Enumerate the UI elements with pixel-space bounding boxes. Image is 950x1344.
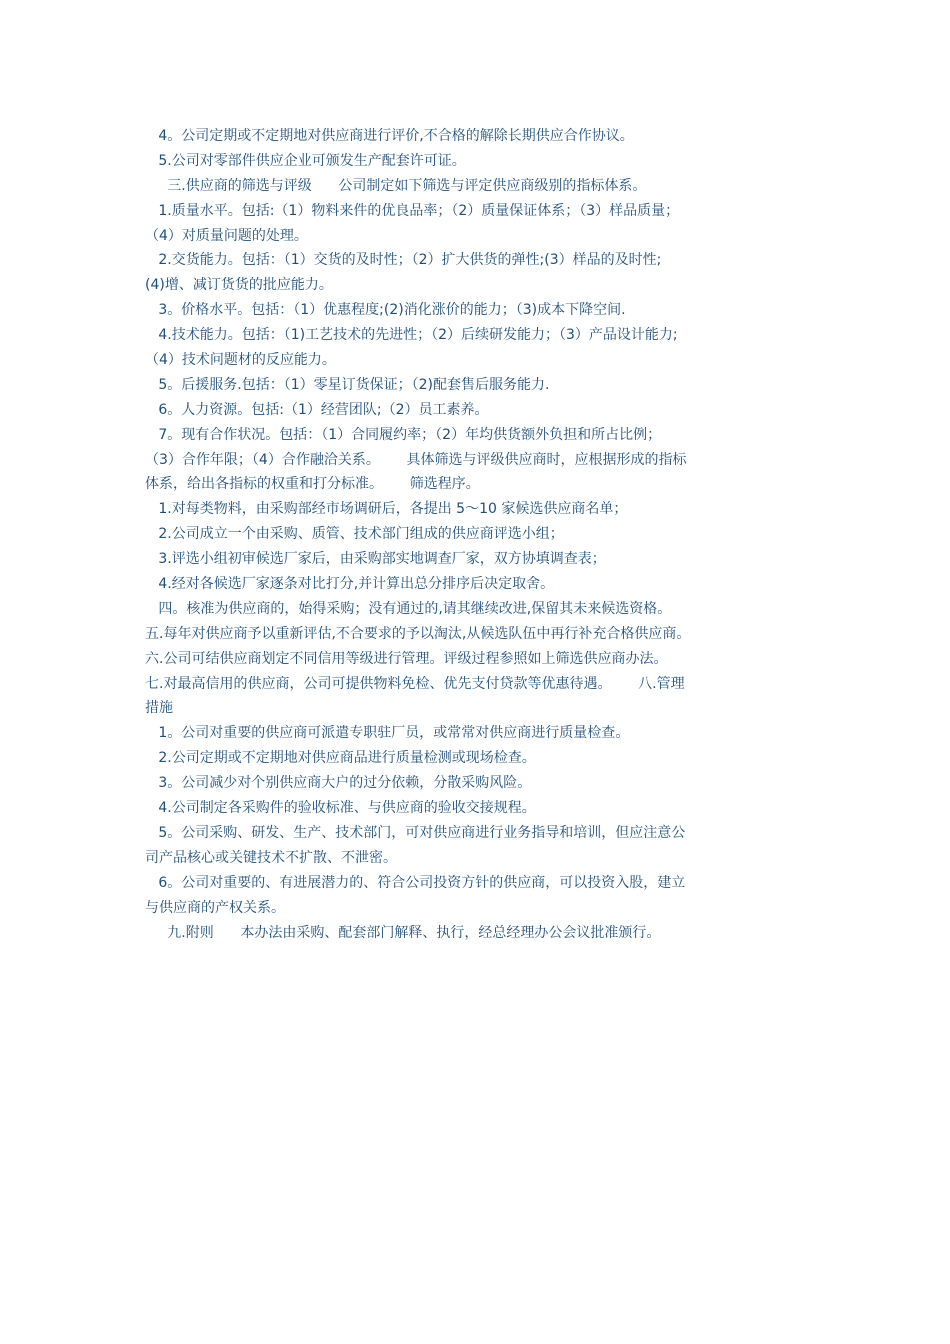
text-line: 6。公司对重要的、有进展潜力的、符合公司投资方针的供应商，可以投资入股，建立 (145, 874, 686, 891)
text-line: 5。公司采购、研发、生产、技术部门，可对供应商进行业务指导和培训，但应注意公 (145, 824, 686, 841)
section-heading-line: 七.对最高信用的供应商，公司可提供物料免检、优先支付贷款等优惠待遇。 八.管理 (145, 675, 685, 692)
text-line: 4.公司制定各采购件的验收标准、与供应商的验收交接规程。 (145, 800, 536, 817)
text-line: （3）合作年限；（4）合作融洽关系。 具体筛选与评级供应商时，应根据形成的指标 (145, 451, 687, 468)
section-heading-line: 四。核准为供应商的，始得采购；没有通过的,请其继续改进,保留其未来候选资格。 (145, 600, 672, 617)
text-line: 5。后援服务.包括：（1）零星订货保证；（2)配套售后服务能力. (145, 376, 550, 393)
text-line: 4。公司定期或不定期地对供应商进行评价,不合格的解除长期供应合作协议。 (145, 128, 634, 144)
text-line: 4.技术能力。包括：（1)工艺技术的先进性；（2）后续研发能力；（3）产品设计能力; (145, 327, 678, 344)
section-heading-line: 三.供应商的筛选与评级 公司制定如下筛选与评定供应商级别的指标体系。 (145, 177, 647, 194)
text-line: 措施 (145, 700, 173, 717)
text-line: 2.公司定期或不定期地对供应商品进行质量检测或现场检查。 (145, 750, 536, 767)
text-line: 司产品核心或关键技术不扩散、不泄密。 (145, 849, 397, 866)
text-line: 体系，给出各指标的权重和打分标准。 筛选程序。 (145, 476, 480, 493)
section-heading-line: 九.附则 本办法由采购、配套部门解释、执行，经总经理办公会议批准颁行。 (145, 924, 661, 941)
text-line: 1.对每类物料，由采购部经市场调研后，各提出 5～10 家候选供应商名单； (145, 501, 628, 518)
text-line: 5.公司对零部件供应企业可颁发生产配套许可证。 (145, 152, 466, 169)
text-line: 1。公司对重要的供应商可派遣专职驻厂员，或常常对供应商进行质量检查。 (145, 725, 630, 742)
text-line: 2.交货能力。包括：（1）交货的及时性；（2）扩大供货的弹性;(3）样品的及时性; (145, 252, 662, 269)
section-heading-line: 六.公司可结供应商划定不同信用等级进行管理。评级过程参照如上筛选供应商办法。 (145, 650, 668, 667)
text-line: 3。价格水平。包括：（1）优惠程度;(2)消化涨价的能力；（3)成本下降空间. (145, 302, 626, 319)
text-line: 6。人力资源。包括:（1）经营团队;（2）员工素养。 (145, 401, 489, 418)
text-line: （4）技术问题材的反应能力。 (145, 352, 336, 369)
text-line: 2.公司成立一个由采购、质管、技术部门组成的供应商评选小组； (145, 526, 564, 543)
section-heading-line: 五.每年对供应商予以重新评估,不合要求的予以淘汰,从候选队伍中再行补充合格供应商。 (145, 625, 691, 642)
text-line: (4)增、减订货货的批应能力。 (145, 277, 333, 294)
text-line: 与供应商的产权关系。 (145, 899, 285, 916)
text-line: 1.质量水平。包括:（1）物料来件的优良品率；（2）质量保证体系；（3）样品质量； (145, 202, 680, 219)
text-line: 3.评选小组初审候选厂家后，由采购部实地调查厂家，双方协填调查表； (145, 551, 606, 568)
text-line: 4.经对各候选厂家逐条对比打分,并计算出总分排序后决定取舍。 (145, 576, 555, 593)
document-body (145, 124, 817, 945)
text-line: 3。公司减少对个别供应商大户的过分依赖，分散采购风险。 (145, 775, 532, 792)
text-line: 7。现有合作状况。包括：（1）合同履约率；（2）年均供货额外负担和所占比例； (145, 426, 662, 443)
text-line: （4）对质量问题的处理。 (145, 227, 308, 244)
